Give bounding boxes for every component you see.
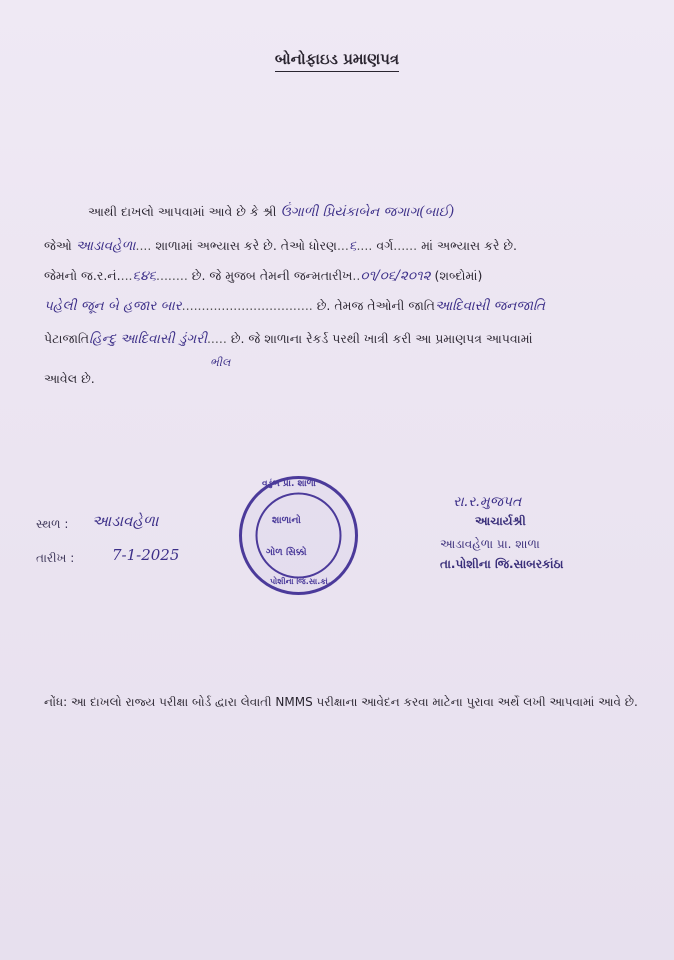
subcaste-value: હિન્દુ આદિવાસી ડુંગરી <box>89 331 207 347</box>
line3-suffix: (શબ્દોમાં) <box>434 268 483 283</box>
seal-top-text: વડુંબ પ્રા. શાળા <box>262 479 316 489</box>
signature-school: આડાવહેળા પ્રા. શાળા <box>440 537 540 551</box>
line1-prefix: આથી દાખલો આપવામાં આવે છે કે શ્રી <box>88 204 277 219</box>
line2-prefix: જેઓ <box>44 238 72 253</box>
line2-mid2: વર્ગ <box>376 238 394 253</box>
signature: રા.ર.મુજપત <box>453 494 522 510</box>
standard-value: ૬ <box>348 238 357 254</box>
date-value: 7-1-2025 <box>112 546 180 564</box>
subcaste-extra: ભીલ <box>210 356 231 369</box>
place-label: સ્થળ : <box>36 517 69 531</box>
student-name: ઉંગાળી પ્રિયંકાબેન જગાગ(બાઈ) <box>280 204 455 220</box>
dob-in-words: પહેલી જૂન બે હજાર બાર <box>44 298 182 314</box>
line-6: આવેલ છે. <box>44 371 95 386</box>
line5-prefix: પેટાજાતિ <box>44 331 90 346</box>
date-of-birth: ૦૧/૦૬/૨૦૧૨ <box>360 268 431 284</box>
school-seal <box>236 473 361 598</box>
signature-role: આચાર્યશ્રી <box>475 514 526 528</box>
seal-bottom-text: ગોળ સિક્કો <box>266 547 307 558</box>
line3-mid: છે. જે મુજબ તેમની જન્મતારીખ <box>191 268 353 283</box>
line2-mid: શાળામાં અભ્યાસ કરે છે. તેઓ ધોરણ <box>155 238 337 253</box>
date-label: તારીખ : <box>36 551 75 565</box>
footnote: નોંધ: આ દાખલો રાજ્ય પરીક્ષા બોર્ડ દ્વારા લેવાતી NMMS પરીક્ષાના આવેદન કરવા માટેના પુરાવા અર્થે લખી આપવામાં આવે છે. <box>44 695 638 709</box>
line5-suffix: છે. જે શાળાના રેકર્ડ પરથી ખાત્રી કરી આ પ્રમાણપત્ર આપવામાં <box>230 331 533 346</box>
line-3: જેમનો જ.ર.નં....૬૪૬........ છે. જે મુજબ તેમની જન્મતારીખ..૦૧/૦૬/૨૦૧૨ (શબ્દોમાં) <box>44 268 483 284</box>
line-4: પહેલી જૂન બે હજાર બાર................................. છે. તેમજ તેઓની જાતિઆદિવાસી જનજાતિ <box>44 298 545 314</box>
gr-number: ૬૪૬ <box>132 268 157 284</box>
caste-value: આદિવાસી જનજાતિ <box>434 298 545 314</box>
school-name: આડાવહેળા <box>75 238 136 254</box>
seal-rim-text: પોશીના જિ.સા.કાં. <box>270 577 331 586</box>
signature-taluka: તા.પોશીના જિ.સાબરકાંઠા <box>440 557 564 571</box>
line3-prefix: જેમનો જ.ર.નં. <box>44 268 121 283</box>
seal-middle-text: શાળાનો <box>272 515 301 526</box>
place-value: આડાવહેળા <box>92 512 159 530</box>
line-5: પેટાજાતિહિન્દુ આદિવાસી ડુંગરી..... છે. જે શાળાના રેકર્ડ પરથી ખાત્રી કરી આ પ્રમાણપત્ર આપવામાં <box>44 331 533 347</box>
line4-mid: છે. તેમજ તેઓની જાતિ <box>316 298 435 313</box>
line-1 <box>88 204 454 220</box>
line2-suffix: માં અભ્યાસ કરે છે. <box>421 238 518 253</box>
title-text: બોનોફાઇડ પ્રમાણપત્ર <box>275 50 399 72</box>
certificate-title <box>0 50 674 68</box>
line-2: જેઓ આડાવહેળા.... શાળામાં અભ્યાસ કરે છે. તેઓ ધોરણ...૬.... વર્ગ...... માં અભ્યાસ કરે છે. <box>44 238 518 254</box>
